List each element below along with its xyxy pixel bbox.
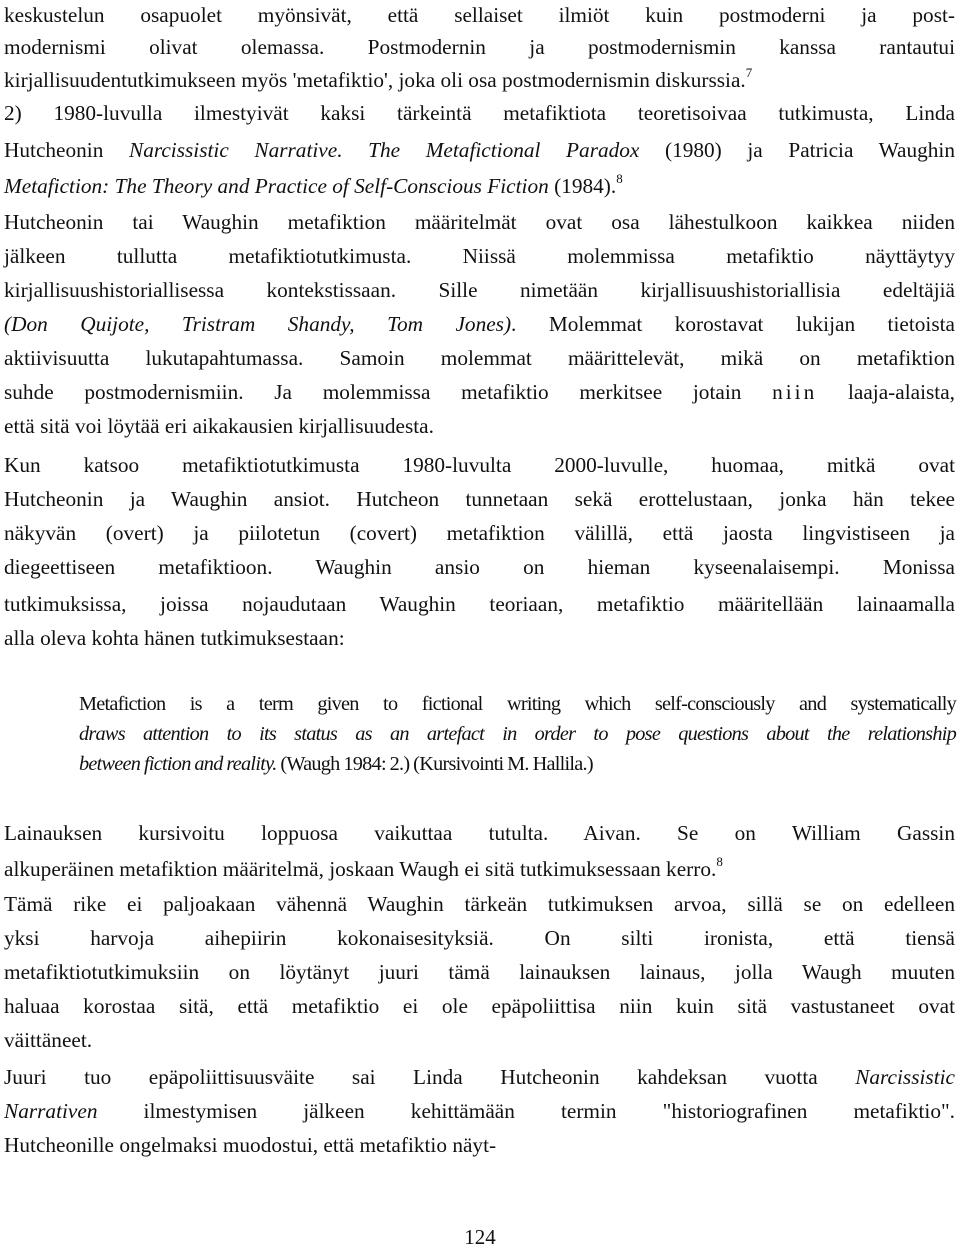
text-line: Hutcheonin ja Waughin ansiot. Hutcheon tunnetaan sekä erottelustaan, jonka hän tekee [4,487,955,511]
text-line: kirjallisuushistoriallisessa kontekstissaan. Sille nimetään kirjallisuushistoriallisia edeltäjiä [4,278,955,302]
text-line: Hutcheonin tai Waughin metafiktion määritelmät ovat osa lähestulkoon kaikkea niiden [4,210,955,234]
text-line: tutkimuksissa, joissa nojaudutaan Waughin teoriaan, metafiktio määritellään lainaamalla [4,592,955,616]
text-line: Kun katsoo metafiktiotutkimusta 1980-luvulta 2000-luvulle, huomaa, mitkä ovat [4,453,955,477]
text-line: keskustelun osapuolet myönsivät, että sellaiset ilmiöt kuin postmoderni ja post- [4,3,955,27]
emphasis-text: niin [772,380,818,404]
text-line: Lainauksen kursivoitu loppuosa vaikuttaa tutulta. Aivan. Se on William Gassin [4,821,955,845]
page-number: 124 [464,1225,496,1249]
text-line: modernismi olivat olemassa. Postmodernin ja postmodernismin kanssa rantautui [4,35,955,59]
text-line: haluaa korostaa sitä, että metafiktio ei ole epäpoliittisa niin kuin sitä vastustaneet ovat [4,994,955,1018]
quote-line: between fiction and reality. (Waugh 1984: 2.) (Kursivointi M. Hallila.) [79,753,593,775]
text-line: Juuri tuo epäpoliittisuusväite sai Linda Hutcheonin kahdeksan vuotta Narcissistic [4,1065,955,1089]
text-line: jälkeen tullutta metafiktiotutkimusta. Niissä molemmissa metafiktio näyttäytyy [4,244,955,268]
text-line: Hutcheonille ongelmaksi muodostui, että metafiktio näyt- [4,1133,497,1157]
text-line: Hutcheonin Narcissistic Narrative. The Metafictional Paradox (1980) ja Patricia Waughin [4,138,955,162]
book-title: Metafiction: The Theory and Practice of Self-Conscious Fiction [4,174,549,198]
text-line: metafiktiotutkimuksiin on löytänyt juuri tämä lainauksen lainaus, jolla Waugh muuten [4,960,955,984]
text-line: 2) 1980-luvulla ilmestyivät kaksi tärkeintä metafiktiota teoretisoivaa tutkimusta, Linda [4,101,955,125]
text-line: alkuperäinen metafiktion määritelmä, joskaan Waugh ei sitä tutkimuksessaan kerro.$^8$ [4,853,723,881]
book-title: Narrativen [4,1099,98,1123]
text-line: kirjallisuudentutkimukseen myös 'metafiktio', joka oli osa postmodernismin diskurssia.$^7$ [4,64,753,92]
italic-text: between fiction and reality. [79,753,277,775]
text-line: (Don Quijote, Tristram Shandy, Tom Jones). Molemmat korostavat lukijan tietoista [4,312,955,336]
quote-line: Metafiction is a term given to fictional writing which self-consciously and systematically [79,693,956,715]
quote-line [79,717,956,751]
text-line: Tämä rike ei paljoakaan vähennä Waughin tärkeän tutkimuksen arvoa, sillä se on edelleen [4,892,955,916]
text-line: näkyvän (overt) ja piilotetun (covert) metafiktion välillä, että jaosta lingvistiseen ja [4,521,955,545]
text-line: Metafiction: The Theory and Practice of Self-Conscious Fiction (1984).$^8$ [4,170,623,198]
italic-text: (Don Quijote, Tristram Shandy, Tom Jones) [4,312,512,336]
text-line: väittäneet. [4,1028,93,1052]
text-line: aktiivisuutta lukutapahtumassa. Samoin molemmat määrittelevät, mikä on metafiktion [4,346,955,370]
footnote-marker: 7 [745,64,753,80]
book-title: The Metafictional Paradox [368,138,640,162]
footnote-marker: 8 [716,853,723,869]
book-title: Narcissistic [855,1065,955,1089]
text-line: että sitä voi löytää eri aikakausien kirjallisuudesta. [4,414,434,438]
text-line: alla oleva kohta hänen tutkimuksestaan: [4,626,345,650]
text-line: yksi harvoja aihepiirin kokonaisesityksiä. On silti ironista, että tiensä [4,926,955,950]
book-title: Narcissistic Narrative. [128,138,343,162]
italic-text: draws attention to its status as an artefact in order to pose questions about the relationship [79,723,956,745]
text-line: Narrativen ilmestymisen jälkeen kehittämään termin "historiografinen metafiktio". [4,1099,955,1123]
text-line: diegeettiseen metafiktioon. Waughin ansio on hieman kyseenalaisempi. Monissa [4,555,955,579]
footnote-marker: 8 [616,170,623,186]
text-line: suhde postmodernismiin. Ja molemmissa metafiktio merkitsee jotain niin laaja-alaista, [4,380,955,404]
